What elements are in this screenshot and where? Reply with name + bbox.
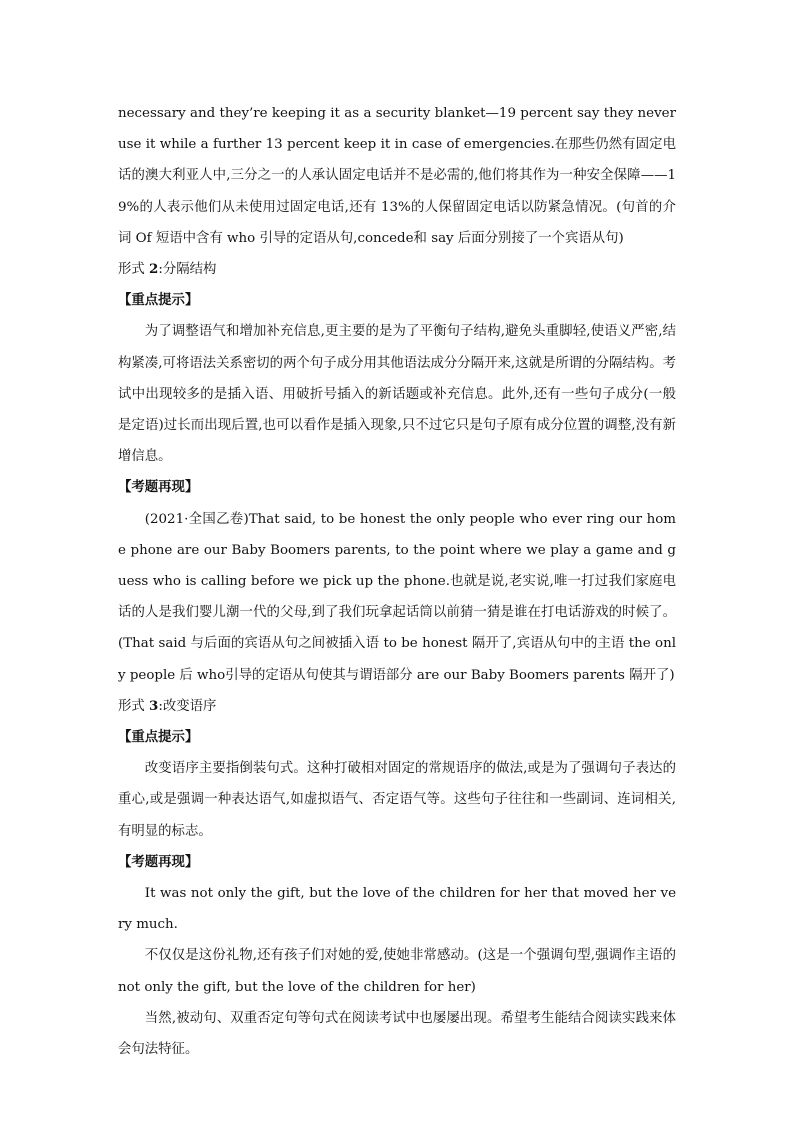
paragraph-continued: necessary and they’re keeping it as a security blanket—19 percent say they never use it while a further 13 percent keep it in case of emergencies.在那些仍然有固定电话的澳大利亚人中,三分之一的人承认固定电话并不是必需的,他们将其作为一种安全保障——19%的人表示他们从未使用过固定电话,还有 13%的人保留固定电话以防紧急情况。(句首的介词 Of 短语中含有 who 引导的定语从句,concede和 say 后面分别接了一个宾语从句) — [118, 106, 676, 246]
form-2-tip-label: 【重点提示】 — [118, 292, 199, 309]
form-3-exam-label: 【考题再现】 — [118, 853, 199, 870]
form-2-prefix: 形式 — [118, 262, 150, 278]
form-3-tip-label: 【重点提示】 — [118, 729, 199, 746]
form-3-exam-chinese: 不仅仅是这份礼物,还有孩子们对她的爱,使她非常感动。(这是一个强调句型,强调作主语的 not only the gift, but the love of the children for her) — [118, 948, 676, 995]
form-3-exam-english: It was not only the gift, but the love of the children for her that moved her very much. — [118, 886, 676, 933]
form-2-exam-paragraph: (2021·全国乙卷)That said, to be honest the only people who ever ring our home phone are our Baby Boomers parents, to the point where we play a game and guess who is calling before we pick up the phone.也就是说,老实说,唯一打过我们家庭电话的人是我们婴儿潮一代的父母,到了我们玩拿起话筒以前猜一猜是谁在打电话游戏的时候了。(That said 与后面的宾语从句之间被插入语 to be honest 隔开了,宾语从句中的主语 the only people 后 who引导的定语从句使其与谓语部分 are our Baby Boomers parents 隔开了) — [118, 511, 676, 683]
form-2-tip-paragraph: 为了调整语气和增加补充信息,更主要的是为了平衡句子结构,避免头重脚轻,使语义严密,结构紧凑,可将语法关系密切的两个句子成分用其他语法成分分隔开来,这就是所谓的分隔结构。考试中出现较多的是插入语、用破折号插入的新话题或补充信息。此外,还有一些句子成分(一般是定语)过长而出现后置,也可以看作是插入现象,只不过它只是句子原有成分位置的调整,没有新增信息。 — [118, 324, 676, 465]
form-3-tip-paragraph: 改变语序主要指倒装句式。这种打破相对固定的常规语序的做法,或是为了强调句子表达的重心,或是强调一种表达语气,如虚拟语气、否定语气等。这些句子往往和一些副词、连词相关,有明显的标志。 — [118, 761, 676, 839]
form-3-title: :改变语序 — [158, 698, 217, 714]
form-2-exam-label: 【考题再现】 — [118, 479, 199, 496]
closing-paragraph: 当然,被动句、双重否定句等句式在阅读考试中也屡屡出现。希望考生能结合阅读实践来体会句法特征。 — [118, 1010, 676, 1058]
form-3-heading — [118, 691, 676, 722]
form-3-number: 3 — [149, 697, 159, 714]
form-2-number: 2 — [149, 261, 159, 278]
document-page — [118, 98, 676, 1065]
form-2-heading — [118, 254, 676, 285]
form-3-prefix: 形式 — [118, 698, 150, 714]
form-2-title: :分隔结构 — [158, 262, 217, 278]
